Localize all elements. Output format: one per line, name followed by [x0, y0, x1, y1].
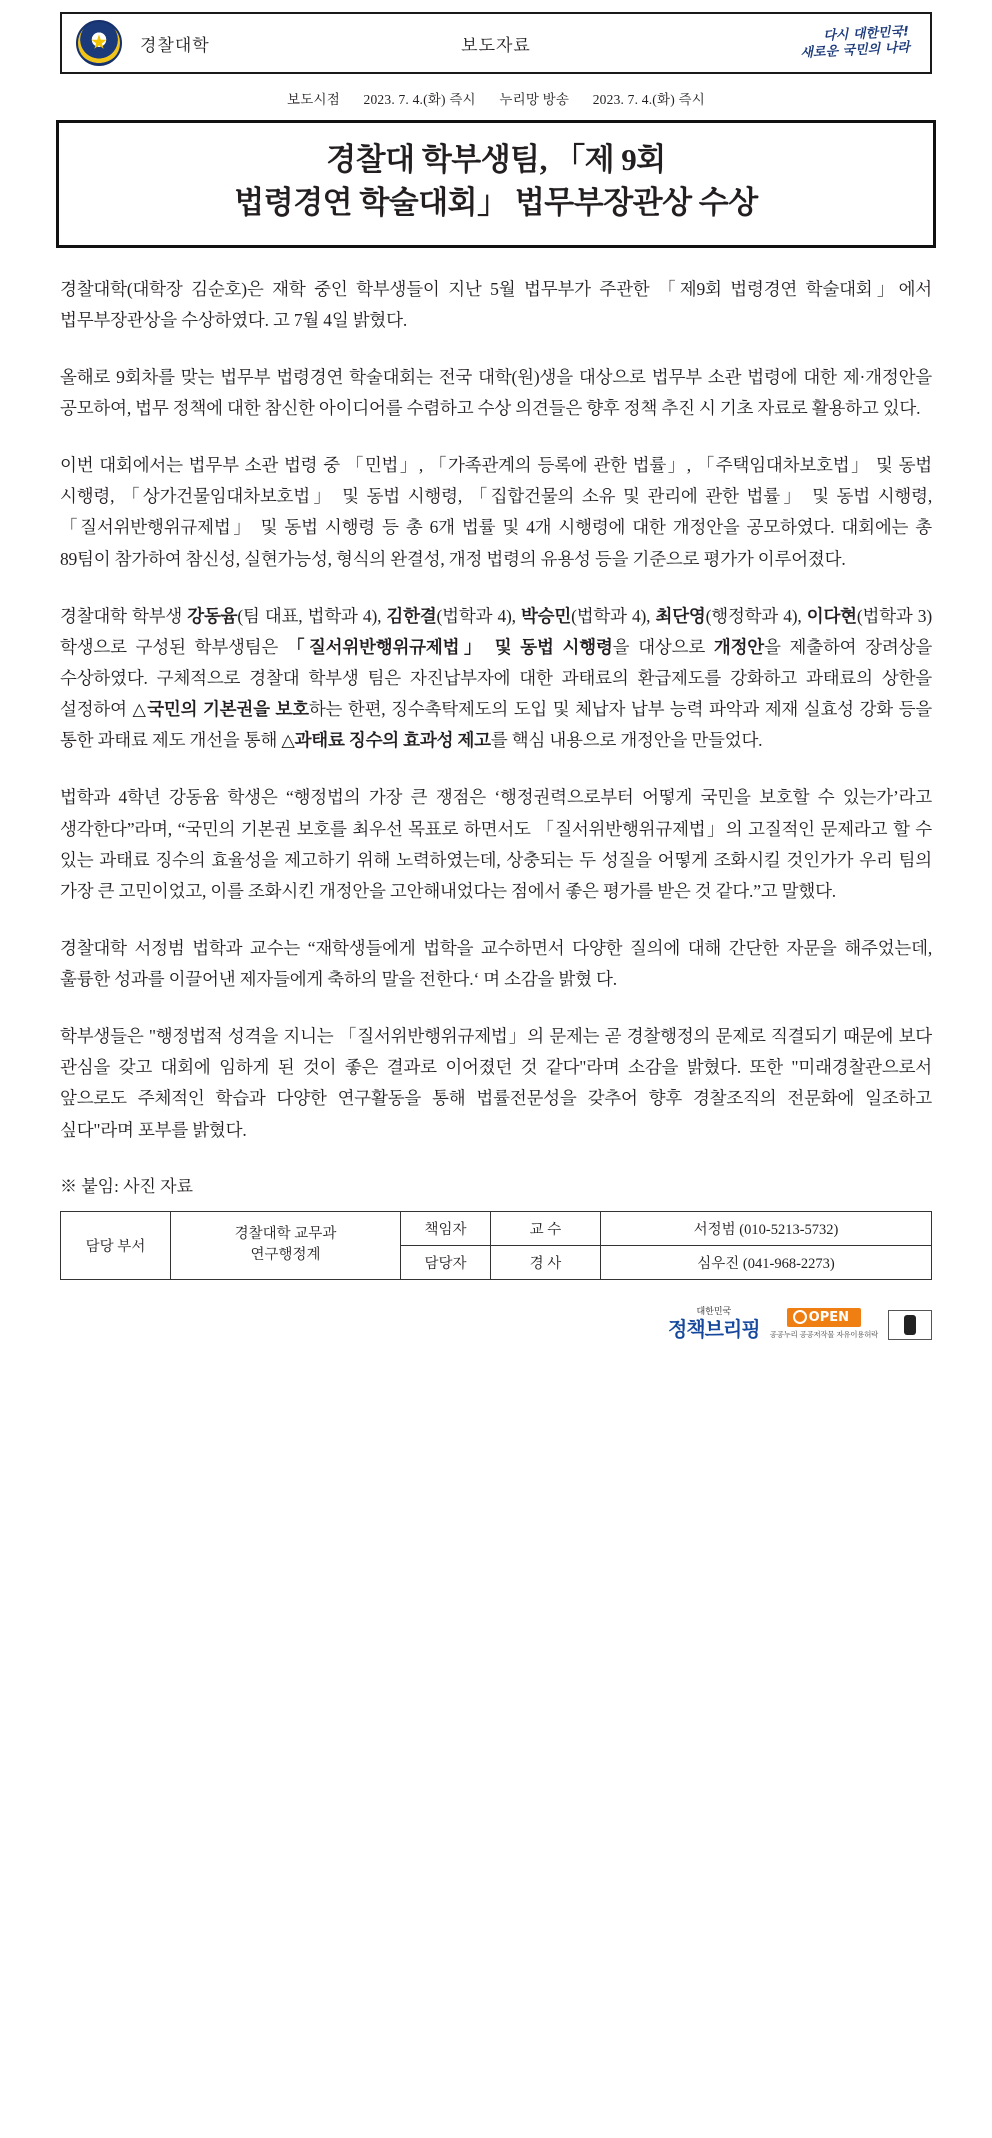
- paragraph-quote-student: 법학과 4학년 강동윰 학생은 “행정법의 가장 큰 쟁점은 ‘행정권력으로부터 어떻게 국민을 보호할 수 있는가’라고 생각한다”라며, “국민의 기본권 보호를 최우선 목표로 하면서도 「질서위반행위규제법」의 고질적인 문제라고 할 수 있는 과태료 징수의 효율성을 제고하기 위해 노력하였는데, 상충되는 두 성질을 어떻게 조화시킬 것인가가 우리 팀의 가장 큰 고민이었고, 이를 조화시킨 개정안을 고안해내었다는 점에서 좋은 평가를 받은 것 같다.”고 말했다.: [60, 787, 932, 901]
- table-row: [61, 1211, 932, 1245]
- contact-person-staff: 심우진 (041-968-2273): [601, 1245, 932, 1279]
- slogan-line-1: 다시 대한민국!: [823, 24, 910, 44]
- contact-role-manager: 책임자: [401, 1211, 491, 1245]
- contact-label: 담당 부서: [61, 1211, 171, 1279]
- contact-rank-staff: 경 사: [491, 1245, 601, 1279]
- document-header: [60, 12, 932, 74]
- release-channel: 누리망 방송: [499, 92, 570, 107]
- footer-logos: [60, 1306, 932, 1340]
- team-member-5: 이다현: [806, 605, 857, 626]
- release-date-2: 2023. 7. 4.(화) 즉시: [592, 92, 705, 107]
- paragraph-1: 경찰대학(대학장 김순호)은 재학 중인 학부생들이 지난 5월 법무부가 주관한 「제9회 법령경연 학술대회」에서 법무부장관상을 수상하였다. 고 7월 4일 밝혔다.: [60, 278, 932, 330]
- team-seg-7: 을 대상으로: [612, 636, 714, 657]
- team-seg-5: (행정학과 4),: [705, 605, 807, 626]
- attachment-note: ※ 붙임: 사진 자료: [60, 1176, 194, 1196]
- key-point-2: 과태료 징수의 효과성 제고: [294, 730, 491, 751]
- kb-line-2: 정책브리핑: [668, 1316, 760, 1341]
- press-release-page: [0, 12, 992, 2138]
- headline-line-2: 법령경연 학술대회」 법무부장관상 수상: [234, 184, 758, 220]
- team-member-4: 최단영: [655, 605, 706, 626]
- kogl-figure-icon: [904, 1315, 916, 1335]
- paragraph-quote-professor: 경찰대학 서정범 법학과 교수는 “재학생들에게 법학을 교수하면서 다양한 질의에 대해 간단한 자문을 해주었는데, 훌륭한 성과를 이끌어낸 제자들에게 축하의 말을 전한다.‘ 며 소감을 밝혔 다.: [60, 937, 932, 990]
- release-label: 보도시점: [286, 92, 340, 107]
- key-point-1: 국민의 기본권을 보호: [147, 699, 309, 720]
- paragraph-3: 이번 대회에서는 법무부 소관 법령 중 「민법」, 「가족관계의 등록에 관한 법률」, 「주택임대차보호법」 및 동법 시행령, 「상가건물임대차보호법」 및 동법 시행령, 「집합건물의 소유 및 관리에 관한 법률」 및 동법 시행령, 「질서위반행위규제법」 및 동법 시행령 등 총 6개 법률 및 4개 시행령에 대한 개정안을 공모하였다. 대회에는 총 89팀이 참가하여 참신성, 실현가능성, 형식의 완결성, 개정 법령의 유용성 등을 기준으로 평가가 이루어졌다.: [60, 455, 932, 569]
- contact-department-line-1: 경찰대학 교무과: [234, 1226, 337, 1243]
- team-member-2: 김한결: [386, 605, 437, 626]
- paragraph-team: [60, 601, 932, 757]
- law-name-emphasis: 「질서위반행위규제법」 및 동법 시행령: [286, 636, 613, 657]
- team-seg-4: (법학과 4),: [571, 605, 656, 626]
- team-seg-1: 경찰대학 학부생: [60, 605, 188, 626]
- release-date-1: 2023. 7. 4.(화) 즉시: [363, 92, 476, 107]
- contact-rank-manager: 교 수: [491, 1211, 601, 1245]
- open-badge: OPEN: [787, 1308, 861, 1327]
- team-member-1: 강동윰: [187, 605, 238, 626]
- document-kind-label: 보도자료: [461, 35, 531, 55]
- police-emblem-icon: [76, 20, 122, 66]
- government-slogan: [800, 24, 917, 63]
- kogl-mark-icon: [888, 1310, 932, 1340]
- contact-person-manager: 서정범 (010-5213-5732): [601, 1211, 932, 1245]
- headline-box: [56, 120, 936, 248]
- contact-role-staff: 담당자: [401, 1245, 491, 1279]
- contact-department-line-2: 연구행정계: [250, 1247, 321, 1264]
- contact-table: [60, 1211, 932, 1280]
- team-seg-6: (법학과 3) 학생으로 구성된 학부생팀은: [60, 605, 932, 657]
- team-seg-9: 하는 한편, 징수촉탁제도의 도입 및 체납자 납부 능력 파악과 제재 실효성 강화 등을 통한 과태료 제도 개선을 통해 △: [60, 699, 932, 751]
- organization-name: 경찰대학: [140, 35, 210, 55]
- korea-policy-briefing-logo: [668, 1308, 760, 1340]
- amendment-emphasis: 개정안: [713, 636, 764, 657]
- team-seg-2: (팀 대표, 법학과 4),: [237, 605, 387, 626]
- contact-department: [171, 1211, 401, 1279]
- team-seg-3: (법학과 4),: [436, 605, 521, 626]
- release-timing-line: [60, 88, 932, 108]
- slogan-line-2: 새로운 국민의 나라: [800, 40, 911, 62]
- open-caption: 공공누리 공공저작물 자유이용허락: [769, 1329, 878, 1339]
- team-seg-8: 을 제출하여 장려상을 수상하였다. 구체적으로 경찰대 학부생 팀은 자진납부자에 대한 과태료의 환급제도를 강화하고 과태료의 상한을 설정하여 △: [60, 636, 933, 720]
- article-body: [60, 274, 932, 1146]
- paragraph-quote-team: 학부생들은 "행정법적 성격을 지니는 「질서위반행위규제법」의 문제는 곧 경찰행정의 문제로 직결되기 때문에 보다 관심을 갖고 대회에 임하게 된 것이 좋은 결과로 이어졌던 것 같다"라며 소감을 밝혔다. 또한 "미래경찰관으로서 앞으로도 주체적인 학습과 다양한 연구활동을 통해 법률전문성을 갖추어 향후 경찰조직의 전문화에 일조하고 싶다"라며 포부를 밝혔다.: [60, 1026, 932, 1140]
- open-license-block: [770, 1306, 878, 1340]
- headline-line-1: 경찰대 학부생팀, 「제 9회: [326, 142, 666, 177]
- paragraph-2: 올해로 9회차를 맞는 법무부 법령경연 학술대회는 전국 대학(원)생을 대상으로 법무부 소관 법령에 대한 제·개정안을 공모하여, 법무 정책에 대한 참신한 아이디어를 수렴하고 수상 의견들은 향후 정책 추진 시 기초 자료로 활용하고 있다.: [60, 366, 932, 418]
- team-seg-10: 를 핵심 내용으로 개정안을 만들었다.: [490, 730, 763, 751]
- team-member-3: 박승민: [520, 605, 572, 626]
- kb-line-1: 대한민국: [696, 1306, 732, 1317]
